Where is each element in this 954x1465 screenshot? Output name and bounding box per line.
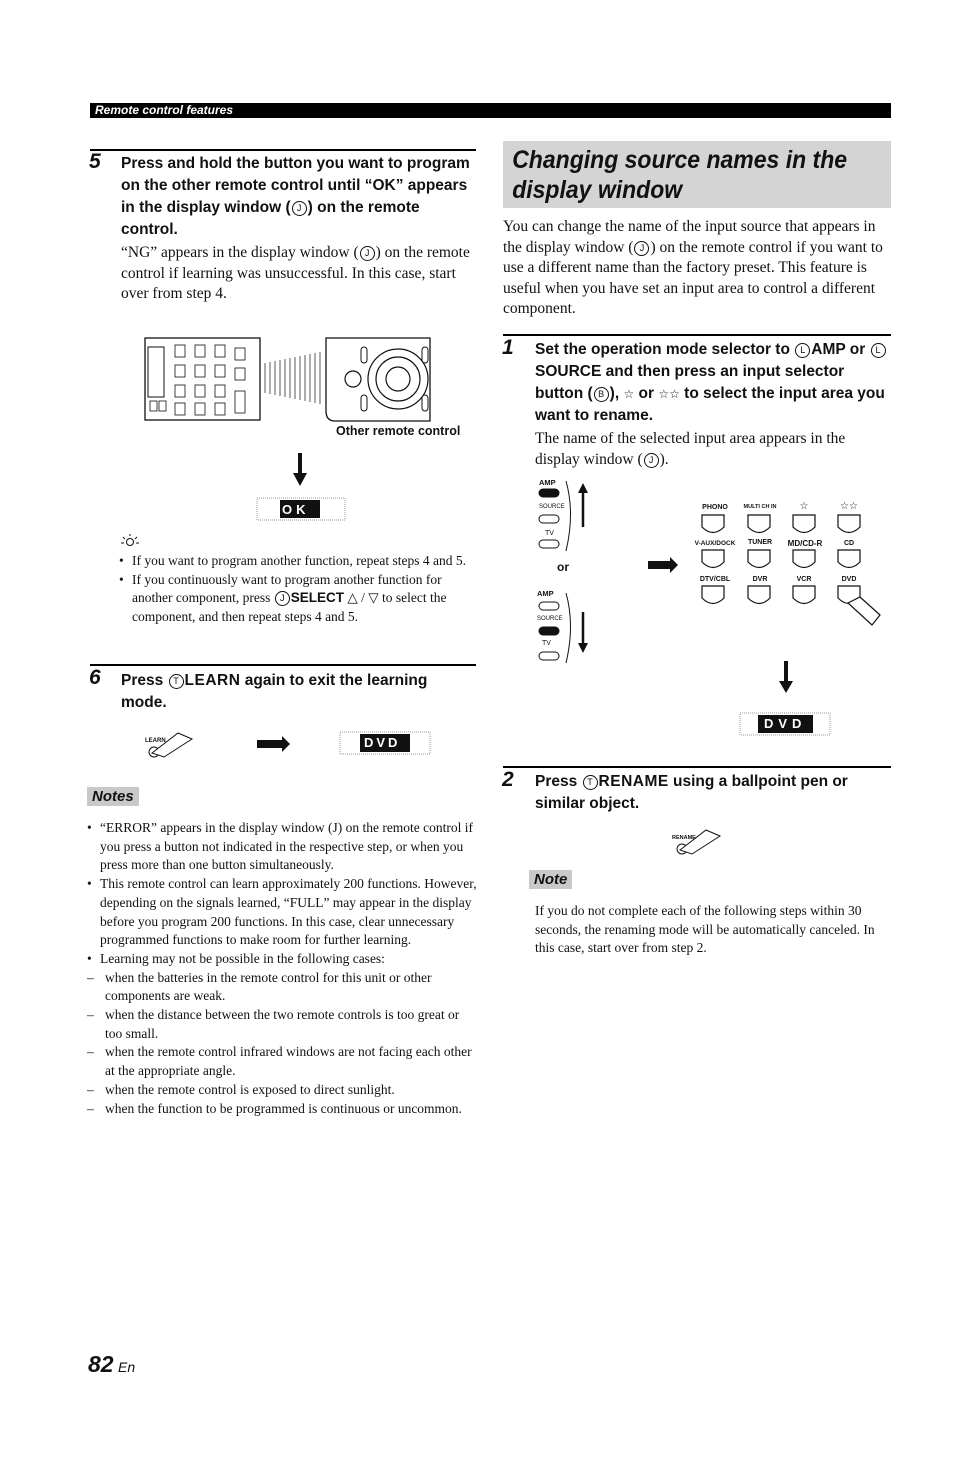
step2-text-b: using a ballpoint pen or similar object. (535, 773, 848, 812)
note-subitem-text: when the remote control infrared windows are not facing each other at the appropriate angle. (105, 1044, 472, 1079)
note-item (87, 875, 477, 950)
step1-text-d: to select the input area you want to rename. (535, 385, 885, 424)
step5-body-text-b: ) on the remote control if learning was unsuccessful. In this case, start over from step 4. (121, 244, 470, 302)
step1-text-b: and then press an input selector button ( (535, 363, 845, 402)
step5-number: 5 (89, 150, 101, 173)
step1-body-text-b: ). (659, 450, 669, 468)
multich-button-label: MULTI CH IN (743, 504, 777, 510)
input-selector-figure (530, 475, 890, 745)
step6-heading (121, 670, 476, 714)
note-item-text: This remote control can learn approximately 200 functions. However, depending on the signals learned, “FULL” may appear in the display before you program 200 functions. In this case, clear unnecessary programmed functions to make room for further learning. (100, 876, 477, 948)
double-star-icon: ☆☆ (658, 387, 680, 401)
notes-tag-label: Notes (87, 787, 139, 806)
step5-rule (90, 149, 476, 151)
note-tag-label: Note (529, 870, 572, 889)
learn-key-label: LEARN (184, 672, 241, 689)
display-window-icon: J (292, 201, 307, 216)
step5-heading (121, 153, 476, 241)
tuner-button-label: TUNER (747, 539, 773, 546)
display-window-icon: J (360, 246, 375, 261)
display-window-icon: J (634, 241, 649, 256)
rename-key-icon: T (583, 775, 598, 790)
cd-button-label: CD (843, 540, 855, 547)
or-label: or (557, 560, 569, 574)
step5-heading-text-a: Press and hold the button you want to program on the other remote control until “OK” appears in the display window ( (121, 155, 470, 216)
step5-heading-text-b: ) on the remote control. (121, 199, 420, 238)
tip-item (119, 571, 477, 627)
selector-source-label-top: SOURCE (539, 504, 565, 510)
step1-number: 1 (502, 336, 514, 359)
notes-list (87, 819, 477, 1118)
selector-tv-label-top: TV (545, 530, 554, 537)
step1-body-text-a: The name of the selected input area appears in the display window ( (535, 430, 846, 468)
tip-item (119, 552, 477, 571)
star-icon: ☆ (623, 387, 635, 401)
step1-rule (503, 334, 891, 336)
mdcdr-button-label: MD/CD-R (787, 539, 823, 548)
step6-heading-text-a: Press (121, 672, 164, 689)
select-key-label: SELECT (290, 590, 344, 606)
section-title-box (503, 141, 891, 208)
step2-text-a: Press (535, 773, 578, 790)
star-button-label: ☆ (799, 501, 809, 512)
tip-icon (120, 533, 140, 554)
note-text: If you do not complete each of the following steps within 30 seconds, the renaming mode will be automatically canceled. In this case, start over from step 2. (535, 903, 875, 956)
note-subitem (87, 1081, 477, 1100)
step1-body (535, 429, 891, 470)
rename-figure (670, 822, 730, 863)
selector-amp-label-top: AMP (539, 478, 556, 487)
intro-text-b: ) on the remote control if you want to use a different name than the factory preset. This feature is useful when you have set an input area to control a different component. (503, 238, 883, 317)
section-header-label: Remote control features (95, 103, 234, 117)
vaux-button-label: V-AUX/DOCK (694, 540, 736, 547)
note-subitem-text: when the remote control is exposed to direct sunlight. (105, 1081, 395, 1097)
vcr-button-label: VCR (796, 576, 812, 583)
input-selector-icon: B (594, 387, 609, 402)
tip-item-rest: to select the component, and then repeat steps 4 and 5. (132, 590, 447, 625)
intro-paragraph (503, 217, 891, 320)
selector-tv-label-bottom: TV (542, 640, 551, 647)
step6-heading-text-b: again to exit the learning mode. (121, 672, 428, 711)
selector-amp-label-bottom: AMP (537, 589, 554, 598)
mode-selector-icon: L (871, 343, 886, 358)
tips-list (119, 552, 477, 627)
display-window-icon: J (644, 453, 659, 468)
note-subitem (87, 1043, 477, 1080)
select-key-icon: J (275, 591, 290, 606)
step2-heading (535, 771, 891, 815)
note-item-text: “ERROR” appears in the display window (J) on the remote control if you press a button not indicated in the respective step, or when you press more than one button simultaneously. (100, 820, 474, 873)
step5-body (121, 243, 476, 305)
step1-text-c: ), (609, 385, 620, 402)
tip-item-text: If you continuously want to program another function for another component, press (132, 571, 442, 606)
note-item (87, 819, 477, 875)
notes-tag (87, 788, 139, 806)
source-key: SOURCE (535, 363, 602, 380)
tip-item-text: If you want to program another function, repeat steps 4 and 5. (132, 553, 467, 568)
note-subitem-text: when the batteries in the remote control for this unit or other components are weak. (105, 969, 432, 1004)
note-subitem (87, 969, 477, 1006)
dtvcbl-button-label: DTV/CBL (699, 576, 731, 583)
step1-heading (535, 339, 891, 427)
step1-or: or (849, 341, 866, 358)
intro-text-a: You can change the name of the input source that appears in the display window ( (503, 218, 876, 256)
dvr-button-label: DVR (752, 576, 768, 583)
rename-key-label: RENAME (598, 773, 669, 790)
selector-source-label-bottom: SOURCE (537, 616, 563, 622)
ok-display-text: OK (282, 502, 310, 517)
note-tag (529, 871, 572, 889)
page-title: Changing source names in the display window (512, 146, 848, 204)
rename-button-label: RENAME (672, 835, 696, 841)
note-item-text: Learning may not be possible in the following cases: (100, 950, 385, 966)
step2-rule (503, 766, 891, 768)
dvd-display-text-right: DVD (764, 716, 807, 731)
note-subitem-text: when the distance between the two remote controls is too great or too small. (105, 1007, 460, 1041)
page-language: En (118, 1359, 136, 1375)
step6-number: 6 (89, 666, 101, 689)
step5-body-text-a: “NG” appears in the display window ( (121, 244, 359, 261)
note-subitem (87, 1100, 477, 1119)
dvd-button-label: DVD (841, 576, 857, 583)
section-header (90, 103, 891, 118)
note-subitem-text: when the function to be programmed is continuous or uncommon. (105, 1100, 462, 1116)
other-remote-caption: Other remote control (336, 424, 461, 438)
learn-button-label: LEARN (145, 738, 166, 744)
mode-selector-icon: L (795, 343, 810, 358)
note-item (87, 950, 477, 1118)
learn-key-icon: T (169, 674, 184, 689)
amp-key: AMP (811, 341, 846, 358)
step6-rule (90, 664, 476, 666)
note-subitem (87, 1006, 477, 1043)
step2-number: 2 (502, 768, 514, 791)
select-arrows: △ / ▽ (347, 590, 379, 606)
step1-or2: or (638, 385, 655, 402)
step1-text-a: Set the operation mode selector to (535, 341, 790, 358)
double-star-button-label: ☆☆ (840, 501, 858, 512)
page-number: 82 (88, 1351, 114, 1377)
dvd-display-text-left: DVD (364, 735, 401, 750)
phono-button-label: PHONO (702, 504, 728, 511)
